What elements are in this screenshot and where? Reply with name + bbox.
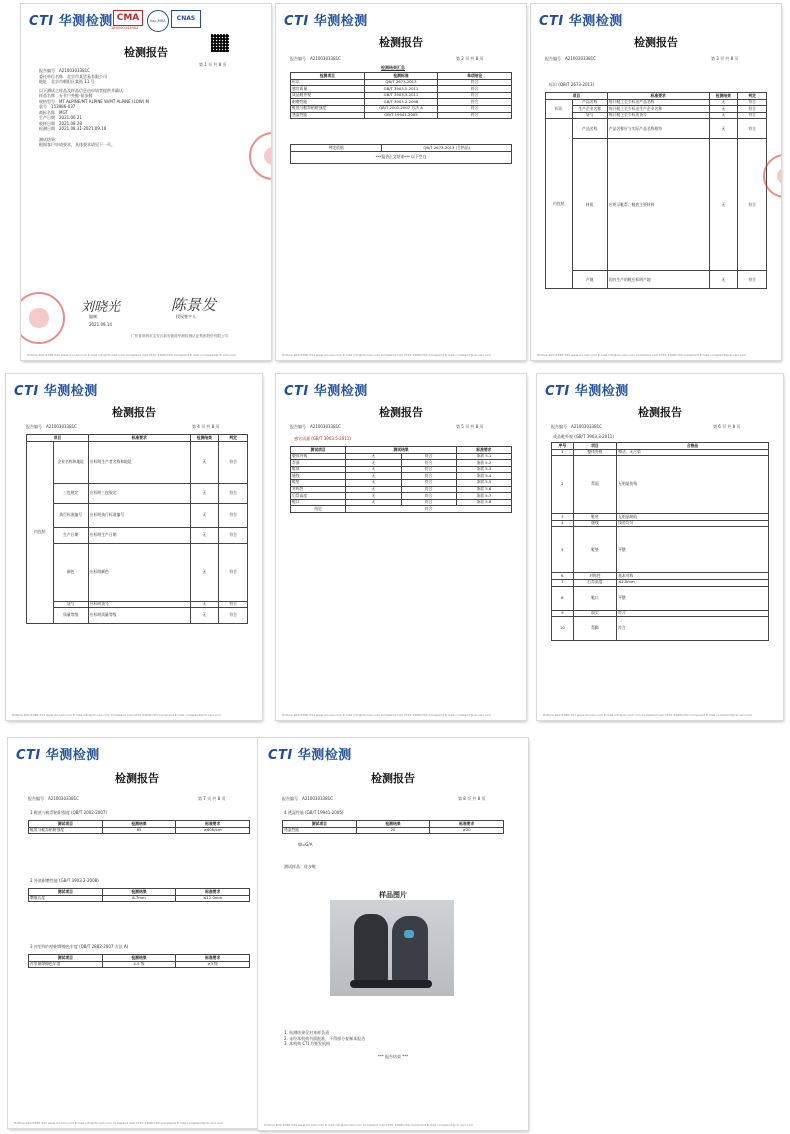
table-header: 测试项目 测试结果 标准要求 — [291, 447, 512, 454]
report-number: 报告编号 A2100303381C — [282, 796, 333, 801]
method-text: 根据客户申请要求，具体要求请见下一页。 — [39, 142, 115, 147]
page-footer: Hotline 400-6788-333 www.cti-cert.com E-mail info@cti-cert.com Complaint Call 0755-33681700 Complaint E-mail complaint@cti-cert.com — [282, 353, 492, 357]
table-row: 衬里耐摩擦色牢度 4-5 级 ≥3 级 — [29, 961, 250, 968]
page-number: 第 6 页 共 8 页 — [713, 424, 741, 429]
table-header: 测试项目 检测结果 标准要求 — [29, 955, 250, 962]
report-number: 报告编号 A2100303381C — [290, 56, 341, 61]
table-row: 感官质量 GB/T 3903.5-2011 符合 — [291, 86, 512, 93]
section-title: 3 衬里和内垫耐摩擦色牢度 (QB/T 2882-2007 方法 A) — [30, 944, 129, 949]
page-footer: Hotline 400-6788-333 www.cti-cert.com E-mail info@cti-cert.com Complaint Call 0755-33681700 Complaint E-mail complaint@cti-cert.com — [282, 713, 492, 717]
cti-logo: CTI 华测检测 — [545, 384, 629, 399]
note-line: 3. 本机构 CTI 为签发机构 — [284, 1041, 331, 1046]
report-number: 报告编号 A2100303381C — [290, 424, 341, 429]
section-title: 4 透湿性能 (GB/T 19941-2005) — [284, 810, 344, 815]
report-title: 检测报告 — [638, 406, 682, 419]
end-note: ***报告正文结束*** 以下空白 — [291, 151, 512, 163]
table-row: 对称性 无 符合 条款 5.6 — [291, 486, 512, 493]
table-row: 2 帮面 无明显伤残 — [552, 456, 769, 514]
table-row: 生产企业名称 每只鞋上至少标出生产企业名称 无 符合 — [546, 106, 767, 113]
section-title: 2 外底耐磨性能 (GB/T 3903.2-2008) — [30, 878, 99, 883]
issue-date: 2021.09.14 — [89, 322, 112, 327]
page-number: 第 2 页 共 8 页 — [456, 56, 484, 61]
report-page-5 — [276, 374, 526, 720]
note-line: 2. 未经本机构书面批准，不得部分复制本报告 — [284, 1035, 366, 1041]
table-row: 缝线 无 符合 条款 5.4 — [291, 473, 512, 480]
table-header: 项目 标准要求 检测结果 判定 — [27, 435, 248, 442]
report-title: 检测报告 — [379, 406, 423, 419]
shoe-right — [392, 916, 428, 984]
table-row: 鞋垫 无 符合 条款 5.5 — [291, 479, 512, 486]
table-row: 7 后帮高度 ≤2.0mm — [552, 579, 769, 586]
table-row: 鞋底与鞋帮粘附强度 QB/T 2002-2007 方法 A 符合 — [291, 105, 512, 112]
table-row: 鞋底 无 符合 条款 5.3 — [291, 466, 512, 473]
report-title: 检测报告 — [634, 36, 678, 49]
report-page-8 — [258, 738, 528, 1130]
table-header: 项目 标准要求 检测结果 判定 — [546, 93, 767, 100]
table-row: 三包规定 应标明三包规定 无 符合 — [27, 483, 248, 503]
table-row: 质量等级 应标明质量等级 无 符合 — [27, 608, 248, 624]
page-footer: Hotline 400-6788-333 www.cti-cert.com E-mail info@cti-cert.com Complaint Call 0755-33681700 Complaint E-mail complaint@cti-cert.com — [14, 1121, 224, 1125]
report-page-6 — [537, 374, 783, 720]
table-header: 序号 项目 合格品 — [552, 443, 769, 450]
table-row: 材质 应明示鞋帮、鞋底主要材料 无 符合 — [546, 139, 767, 271]
cti-logo: CTI 华测检测 — [284, 384, 368, 399]
table-row: 磨痕长度 8.7mm ≤12.0mm — [29, 895, 250, 902]
field-row: 规格型号 MT ALPINE/MT ALPINE W/MT ALPINE (LOW) M — [39, 98, 149, 104]
photo-title: 样品图片 — [379, 891, 407, 899]
field-row: 商标名称 MGT — [39, 109, 68, 115]
conclusion-table — [290, 144, 512, 164]
table-row: 6 对称性 基本对称 — [552, 573, 769, 580]
field-row: 委托单位名称 北京市某贸易有限公司 — [39, 73, 107, 79]
note-line: 1. 检测结果仅对来样负责 — [284, 1030, 330, 1035]
page-number: 第 7 页 共 8 页 — [198, 796, 226, 801]
report-title: 检测报告 — [112, 406, 156, 419]
report-page-7 — [8, 738, 266, 1128]
table-row: 透湿性能 20 ≥20 — [283, 827, 504, 834]
cnas-logo: CNAS — [171, 10, 201, 28]
table-row: 生产日期 应标明生产日期 无 符合 — [27, 527, 248, 543]
table-row: 执行标准编号 应标明执行标准编号 无 符合 — [27, 503, 248, 527]
field-row: 报告编号 A2100303381C — [39, 68, 90, 73]
table-row: 颜色 应标明颜色 无 符合 — [27, 543, 248, 601]
table-row: 1 整体外观 整洁、无污染 — [552, 449, 769, 456]
field-row: 生产日期 2021.06.21 — [39, 115, 82, 120]
sensory-table — [290, 446, 512, 513]
page-number: 第 4 页 共 8 页 — [192, 424, 220, 429]
table-row: 内包装 企业名称和地址 应标明生产者名称和地址 无 符合 — [27, 441, 248, 483]
table-row: 标识 产品名称 每只鞋上至少标出产品名称 无 符合 — [546, 99, 767, 106]
shoe-accent — [404, 930, 414, 938]
shoe-sole — [350, 980, 432, 988]
editor-label: 编制： — [89, 314, 101, 319]
report-page-2 — [276, 4, 526, 360]
section-subtitle: 标识 (QB/T 2673-2013) — [549, 82, 595, 87]
conclusion-label: 判定依据 — [291, 145, 382, 152]
page-footer: Hotline 400-6788-333 www.cti-cert.com E-mail info@cti-cert.com Complaint Call 0755-33681700 Complaint E-mail complaint@cti-cert.com — [27, 353, 237, 357]
field-row: 收样日期 2021.08.28 — [39, 120, 82, 126]
report-number: 报告编号 A2100303381C — [551, 424, 602, 429]
page-number: 第 3 页 共 8 页 — [711, 56, 739, 61]
table-row: 货号 每只鞋上至少标出货号 无 符合 — [546, 112, 767, 119]
end-marker: *** 报告结束 *** — [377, 1054, 409, 1059]
cma-badge: CMA — [113, 10, 143, 26]
page-footer: Hotline 400-6788-333 www.cti-cert.com E-mail info@cti-cert.com Complaint Call 0755-33681700 Complaint E-mail complaint@cti-cert.com — [543, 713, 753, 717]
formula: W=G/A — [298, 842, 313, 847]
field-row: 以下测试之样品及样品信息由申请者提供并确认： — [39, 87, 127, 93]
field-row: 款号 153986-037 — [39, 104, 76, 109]
notes — [284, 1030, 365, 1047]
report-number: 报告编号 A2100303381C — [26, 424, 77, 429]
table-header: 测试项目 检测结果 标准要求 — [283, 821, 504, 828]
field-row: 检测日期 2021.08.31-2021.09.10 — [39, 126, 107, 131]
cti-logo: CTI 华测检测 — [16, 748, 100, 763]
table-row: 帮面 无 符合 条款 5.2 — [291, 460, 512, 467]
table-row: 9 前尖 符合 — [552, 610, 769, 617]
report-title: 检测报告 — [371, 772, 415, 785]
address-line: 广东省深圳市宝安区新安街道华测检测认证集团股份有限公司 — [131, 334, 229, 338]
cti-logo: CTI 华测检测 — [539, 14, 623, 29]
report-page-4 — [6, 374, 262, 720]
label-table — [545, 92, 767, 289]
report-page-1 — [21, 4, 271, 360]
table-row: 4 缝线 线迹均匀 — [552, 520, 769, 527]
conclusion-row: 结论 符合 — [291, 506, 512, 513]
table-row: 透湿性能 GB/T 19941-2005 符合 — [291, 112, 512, 119]
table-row: 耐磨性能 GB/T 3903.2-2008 符合 — [291, 99, 512, 106]
report-page-3 — [531, 4, 781, 360]
red-seal-left — [21, 292, 65, 344]
page-number: 第 5 页 共 8 页 — [456, 424, 484, 429]
table-row: 鞋底与鞋帮粘附强度 85 ≥60N/cm — [29, 827, 250, 834]
page-footer: Hotline 400-6788-333 www.cti-cert.com E-mail info@cti-cert.com Complaint Call 0755-33681700 Complaint E-mail complaint@cti-cert.com — [12, 713, 222, 717]
section-subtitle: 感官质量 (GB/T 3903.5-2011) — [294, 436, 351, 441]
table-row: 3 鞋底 无明显缺陷 — [552, 514, 769, 521]
report-title: 检测报告 — [115, 772, 159, 785]
report-number: 报告编号 A2100303381C — [28, 796, 79, 801]
page-number: 第 8 页 共 8 页 — [458, 796, 486, 801]
cma-number: 180000343904 — [111, 26, 139, 30]
permeability-table — [282, 820, 504, 834]
table-header: 测试项目 检测结果 标准要求 — [29, 889, 250, 896]
approver-label: 授权签字人 — [176, 314, 196, 319]
adhesion-table — [28, 820, 250, 834]
table-row: 货号 应标明货号 无 符合 — [27, 601, 248, 608]
page-number: 第 1 页 共 8 页 — [199, 62, 227, 67]
page-footer: Hotline 400-6788-333 www.cti-cert.com E-mail info@cti-cert.com Complaint Call 0755-33681700 Complaint E-mail complaint@cti-cert.com — [537, 353, 747, 357]
summary-title: 检测结果汇总 — [381, 65, 405, 70]
summary-table — [290, 72, 512, 119]
signature-right: 陈景发 — [171, 296, 217, 314]
method-label: 测试结果： — [39, 136, 59, 142]
table-row: 整体外观 无 符合 条款 5.1 — [291, 453, 512, 460]
section-subtitle: 成品鞋外观 (GB/T 3903.3-2011) — [553, 434, 614, 439]
ilac-mra-logo: ilac-MRA — [147, 10, 169, 32]
table-row: 内包装 产品名称 产品名称应与实际产品名称相符 无 符合 — [546, 119, 767, 139]
colorfastness-table — [28, 954, 250, 968]
table-header: 测试项目 检测结果 标准要求 — [29, 821, 250, 828]
field-row: 样品名称 专业户外鞋-徒步鞋 — [39, 93, 93, 98]
report-title: 检测报告 — [124, 46, 168, 59]
table-row: 成品鞋外观 GB/T 3903.3-2011 符合 — [291, 92, 512, 99]
conclusion-value: QB/T 2673-2013 (合格品) — [382, 145, 512, 152]
table-row: 10 帮脚 符合 — [552, 617, 769, 641]
table-row: 后帮高度 无 符合 条款 5.7 — [291, 493, 512, 500]
appearance-table — [551, 442, 769, 641]
table-row: 产地 国内生产的鞋应标明产地 无 符合 — [546, 271, 767, 289]
table-row: 标识 QB/T 2673-2013 符合 — [291, 79, 512, 86]
signature-left: 刘晓光 — [81, 300, 121, 315]
sample-label: 测试样品：徒步鞋 — [284, 864, 316, 869]
section-title: 1 鞋底与鞋帮粘附强度 (QB/T 2002-2007) — [30, 810, 107, 815]
cti-logo: CTI 华测检测 — [29, 14, 113, 29]
page-footer: Hotline 400-6788-333 www.cti-cert.com E-mail info@cti-cert.com Complaint Call 0755-33681700 Complaint E-mail complaint@cti-cert.com — [264, 1123, 474, 1127]
field-row: 地址 北京市朝阳区某街 11 号 — [39, 79, 95, 84]
table-row: 鞋口 无 符合 条款 5.8 — [291, 499, 512, 506]
report-title: 检测报告 — [379, 36, 423, 49]
shoe-left — [354, 914, 388, 984]
report-number: 报告编号 A2100303381C — [545, 56, 596, 61]
info-fields — [39, 68, 259, 148]
cti-logo: CTI 华测检测 — [14, 384, 98, 399]
cti-logo: CTI 华测检测 — [284, 14, 368, 29]
inner-package-table — [26, 434, 248, 624]
table-header: 检测项目 检测标准 单项结论 — [291, 73, 512, 80]
sample-photo — [330, 900, 454, 996]
table-row: 5 鞋垫 平整 — [552, 527, 769, 573]
table-row: 8 鞋口 平整 — [552, 586, 769, 610]
cti-logo: CTI 华测检测 — [268, 748, 352, 763]
abrasion-table — [28, 888, 250, 902]
